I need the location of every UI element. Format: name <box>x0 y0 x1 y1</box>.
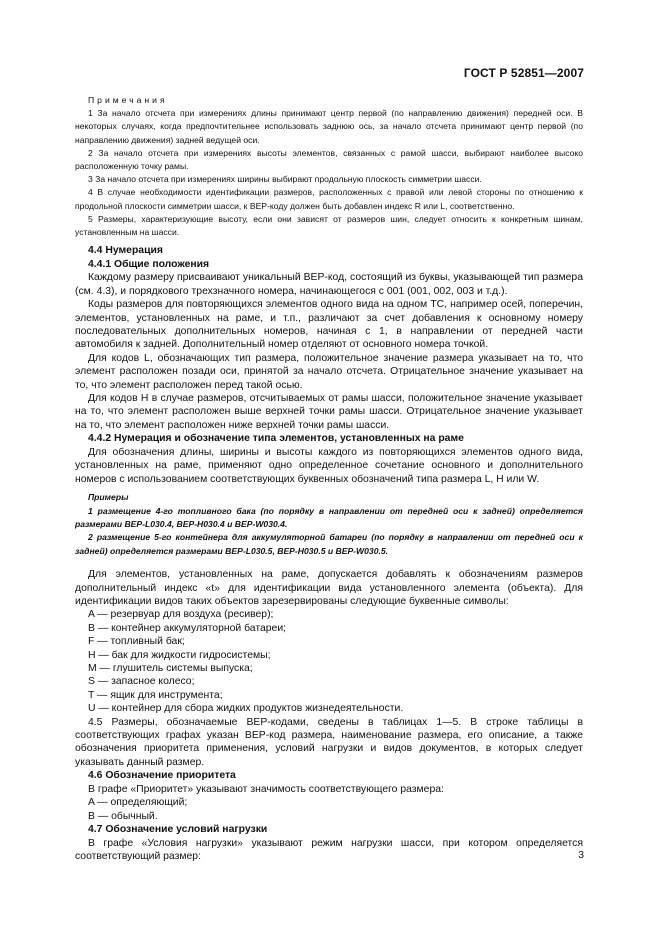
list-item: S — запасное колесо; <box>88 676 195 688</box>
list-item: B — обычный. <box>88 810 158 822</box>
list-item: T — ящик для инструмента; <box>88 689 223 701</box>
section-4-7-heading: 4.7 Обозначение условий нагрузки <box>88 824 268 836</box>
page-number: 3 <box>578 850 584 861</box>
note-4: 4 В случае необходимости идентификации размеров, расположенных с правой или левой стороны по отношению к продольной плоскости симметрии шасси, к BEP-коду должен быть добавлен индекс R или L, соответственно. <box>75 187 583 211</box>
paragraph: Для кодов H в случае размеров, отсчитываемых от рамы шасси, положительное значение указывает на то, что элемент расположен выше верхней точки рамы шасси. Отрицательное значение указывает на то, что элемент расположен ниже верхней точки рамы шасси. <box>75 393 583 431</box>
list-item: A — резервуар для воздуха (ресивер); <box>88 609 274 621</box>
document-header: ГОСТ Р 52851—2007 <box>463 66 584 80</box>
paragraph: Для обозначения длины, ширины и высоты каждого из повторяющихся элементов одного вида, установленных на раме, применяют одно определенное сочетание основного и дополнительного номеров с использованием соответствующих буквенных обозначений типа размера L, H или W. <box>75 446 583 485</box>
page-content <box>75 94 583 863</box>
note-5: 5 Размеры, характеризующие высоту, если они зависят от размеров шин, следует относить к конкретным шинам, установленным на шасси. <box>75 213 583 238</box>
note-2: 2 За начало отсчета при измерениях высоты элементов, связанных с рамой шасси, выбирают наиболее высоко расположенную точку рамы. <box>75 147 583 172</box>
paragraph: Каждому размеру присваивают уникальный BEP-код, состоящий из буквы, указывающей тип размера (см. 4.3), и порядкового трехзначного номера, начинающегося с 001 (001, 002, 003 и т.д.). <box>75 272 583 297</box>
list-item: A — определяющий; <box>88 797 188 809</box>
list-item: F — топливный бак; <box>88 636 185 648</box>
paragraph: В графе «Условия нагрузки» указывают режим нагрузки шасси, при котором определяется соответствующий размер: <box>75 837 583 863</box>
note-1: 1 За начало отсчета при измерениях длины принимают центр первой (по направлению движения) передней оси. В некоторых случаях, когда предпочтительнее использовать заднюю ось, за начало отсчета принимают центр первой (по направлению движения) задней ведущей оси. <box>75 108 583 145</box>
note-3: 3 За начало отсчета при измерениях ширины выбирают продольную плоскость симметрии шасси. <box>88 174 482 185</box>
example-1: 1 размещение 4-го топливного бака (по порядку в направлении от передней оси к задней) определяется размерами BEP-L030.4, BEP-H030.4 и BEP-W030.4. <box>75 505 583 529</box>
paragraph: В графе «Приоритет» указывают значимость соответствующего размера: <box>88 783 444 795</box>
examples-block <box>75 491 583 558</box>
section-4-5: 4.5 Размеры, обозначаемые BEP-кодами, сведены в таблицах 1—5. В строке таблицы в соответствующих графах указан BEP-код размера, наименование размера, его описание, а также обозначения приоритета применения, условий нагрузки и видов документов, в которых следует указывать данный размер. <box>75 716 583 768</box>
section-4-4-2-heading: 4.4.2 Нумерация и обозначение типа элементов, установленных на раме <box>88 433 464 445</box>
section-4-4-cont <box>75 568 583 863</box>
list-item: H — бак для жидкости гидросистемы; <box>88 649 271 661</box>
notes-title: Примечания <box>88 95 168 105</box>
section-4-4 <box>75 244 583 486</box>
examples-title: Примеры <box>88 492 129 503</box>
section-4-6-heading: 4.6 Обозначение приоритета <box>88 770 236 782</box>
list-item: U — контейнер для сбора жидких продуктов жизнедеятельности. <box>88 703 404 715</box>
paragraph: Коды размеров для повторяющихся элементов одного вида на одном ТС, например осей, поперечин, элементов, установленных на раме, и т.п., различают за счет добавления к основному номеру последовательных дополнительных номеров, начиная с 1, в направлении от передней части автомобиля к задней. Дополнительный номер отделяют от основного номера точкой. <box>75 299 583 351</box>
paragraph: Для элементов, установленных на раме, допускается добавлять к обозначениям размеров дополнительный индекс «t» для идентификации вида установленного элемента (объекта). Для идентификации видов таких объектов зарезервированы следующие буквенные символы: <box>75 569 583 607</box>
list-item: M — глушитель системы выпуска; <box>88 662 253 674</box>
notes-block <box>75 94 583 239</box>
priority-list <box>75 796 583 823</box>
example-2: 2 размещение 5-го контейнера для аккумуляторной батареи (по порядку в направлении от передней оси к задней) определяется размерами BEP-L030.5, BEP-H030.5 и BEP-W030.5. <box>75 532 583 556</box>
paragraph: Для кодов L, обозначающих тип размера, положительное значение размера указывает на то, что элемент расположен позади оси, принятой за начало отсчета. Отрицательное значение указывает на то, что элемент расположен перед такой осью. <box>75 352 583 391</box>
section-4-4-heading: 4.4 Нумерация <box>88 245 163 257</box>
list-item: B — контейнер аккумуляторной батареи; <box>88 622 287 634</box>
symbol-list <box>75 608 583 715</box>
section-4-4-1-heading: 4.4.1 Общие положения <box>88 258 210 270</box>
